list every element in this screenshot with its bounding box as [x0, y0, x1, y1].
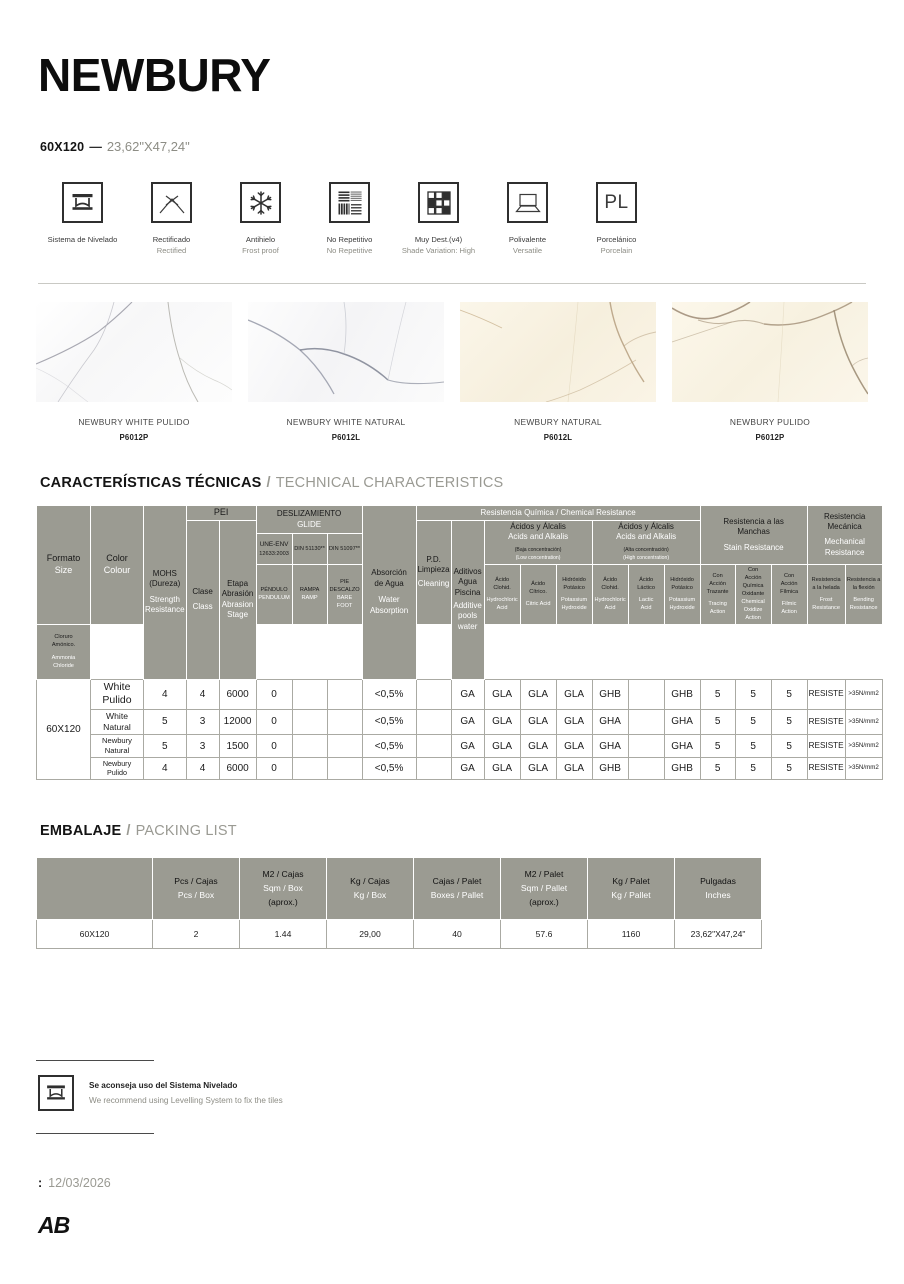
header-ramp: RAMPA RAMP — [292, 564, 327, 624]
swatch-item[interactable] — [460, 302, 656, 445]
header-low-potassium-hydroxide: Hidróxido Potásico Potassium Hydroxide — [556, 564, 592, 624]
note-en: We recommend using Levelling System to fix the tiles — [89, 1096, 283, 1105]
table-row — [37, 757, 883, 779]
cell-frost: RESISTE — [807, 735, 845, 758]
size-line — [40, 139, 190, 154]
cell-cleaning — [416, 679, 451, 709]
cell-pendulum: 0 — [256, 735, 292, 758]
header-stain-resistance: Resistencia a las Manchas Stain Resistance — [700, 506, 807, 565]
swatch-item[interactable] — [36, 302, 232, 445]
note-es: Se aconseja uso del Sistema Nivelado — [89, 1080, 238, 1090]
cell-tracing: 5 — [700, 709, 735, 734]
swatch-caption — [672, 416, 868, 445]
feature-levelling-system — [38, 182, 127, 256]
cell-high-koh: GHA — [664, 709, 700, 734]
swatch-item[interactable] — [248, 302, 444, 445]
feature-shade-variation — [394, 182, 483, 256]
cell-water-absorption: <0,5% — [362, 679, 416, 709]
feature-label: Polivalente Versatile — [508, 235, 547, 255]
header-pei-class: Clase Class — [186, 520, 219, 679]
brand-logo: AB — [38, 1212, 70, 1238]
packing-header-sqm-box: M2 / Cajas Sqm / Box (aprox.) — [240, 858, 327, 920]
packing-cell-format: 60X120 — [37, 919, 153, 948]
divider-above-swatches — [38, 283, 866, 284]
cell-low-citric: GLA — [520, 735, 556, 758]
header-bending-resistance: Resistencia a la flexión Bending Resistance — [845, 564, 882, 624]
cell-high-lactic — [628, 757, 664, 779]
cell-color: White Pulido — [91, 679, 144, 709]
technical-section-heading: CARACTERÍSTICAS TÉCNICAS / TECHNICAL CHARACTERISTICS — [40, 475, 504, 491]
swatch-code: P6012P — [119, 433, 149, 443]
cell-ramp — [292, 679, 327, 709]
header-frost-resistance: Resistencia a la helada Frost Resistance — [807, 564, 845, 624]
header-formato: Formato Size — [37, 506, 91, 625]
feature-label: Antihielo Frost proof — [242, 235, 279, 255]
size-separator: — — [89, 140, 102, 154]
cell-additive-pool: GA — [451, 757, 484, 779]
packing-cell-kg-pallet: 1160 — [588, 919, 675, 948]
table-row — [37, 735, 883, 758]
cell-cleaning — [416, 709, 451, 734]
feature-label: Rectificado Rectified — [152, 235, 191, 255]
porcelain-pl-icon: PL — [596, 182, 637, 223]
date-value: 12/03/2026 — [48, 1176, 111, 1190]
packing-header-boxes-pallet: Cajas / Palet Boxes / Pallet — [414, 858, 501, 920]
cell-low-koh: GLA — [556, 757, 592, 779]
feature-label: Muy Dest.(v4) Shade Variation: High — [401, 235, 476, 255]
header-mohs: MOHS (Dureza) Strength Resistance — [144, 506, 187, 680]
header-high-potassium-hydroxide: Hidróxido Potásico Potassium Hydroxide — [664, 564, 700, 624]
cell-filmic: 5 — [771, 679, 807, 709]
swatch-image — [672, 302, 868, 402]
cell-low-koh: GLA — [556, 679, 592, 709]
shade-variation-v4-icon — [418, 182, 459, 223]
cell-pendulum: 0 — [256, 709, 292, 734]
swatch-name: NEWBURY PULIDO — [729, 417, 811, 427]
cell-additive-pool: GA — [451, 735, 484, 758]
levelling-system-icon — [38, 1075, 74, 1111]
cell-mohs: 5 — [144, 735, 187, 758]
header-cleaning: P.D. Limpieza Cleaning — [416, 520, 451, 624]
cell-water-absorption: <0,5% — [362, 709, 416, 734]
packing-cell-sqm-pallet: 57.6 — [501, 919, 588, 948]
header-bare-foot: PIE DESCALZO BARE FOOT — [327, 564, 362, 624]
cell-ramp — [292, 757, 327, 779]
header-mechanical-resistance: Resistencia Mecánica Mechanical Resistance — [807, 506, 882, 565]
swatch-name: NEWBURY WHITE NATURAL — [286, 417, 406, 427]
cell-low-koh: GLA — [556, 709, 592, 734]
footer-divider-bottom — [36, 1133, 154, 1134]
cell-oxidize: 5 — [735, 709, 771, 734]
technical-characteristics-table — [36, 505, 883, 780]
cell-pendulum: 0 — [256, 679, 292, 709]
header-pei: PEI — [186, 506, 256, 521]
cell-oxidize: 5 — [735, 757, 771, 779]
cell-tracing: 5 — [700, 735, 735, 758]
header-color: Color Colour — [91, 506, 144, 625]
cell-bare-foot — [327, 757, 362, 779]
feature-label: Sistema de Nivelado — [47, 235, 118, 244]
cell-oxidize: 5 — [735, 735, 771, 758]
header-chemical-oxidize-action: Con Acción Química Oxidante Chemical Oxidize Action — [735, 564, 771, 624]
cell-low-citric: GLA — [520, 709, 556, 734]
cell-bare-foot — [327, 735, 362, 758]
header-ammonia-chloride: Cloruro Amónico. Ammonia Chloride — [37, 624, 91, 679]
cell-pei-class: 3 — [186, 735, 219, 758]
header-acids-alkalis-low: Ácidos y Álcalis Acids and Alkalis (Baja concentración) (Low concentration) — [484, 520, 592, 564]
cell-oxidize: 5 — [735, 679, 771, 709]
packing-cell-inches: 23,62"X47,24" — [675, 919, 762, 948]
packing-header-sqm-pallet: M2 / Palet Sqm / Pallet (aprox.) — [501, 858, 588, 920]
table-row — [37, 679, 883, 709]
packing-header-kg-pallet: Kg / Palet Kg / Pallet — [588, 858, 675, 920]
cell-frost: RESISTE — [807, 709, 845, 734]
cell-format: 60X120 — [37, 679, 91, 779]
swatch-caption — [36, 416, 232, 445]
cell-low-hcl: GLA — [484, 735, 520, 758]
cell-frost: RESISTE — [807, 757, 845, 779]
footer-divider-top — [36, 1060, 154, 1061]
swatch-caption — [248, 416, 444, 445]
versatile-wall-floor-icon — [507, 182, 548, 223]
header-high-hydrochloric-acid: Ácido Clohid. Hydrochloric Acid — [592, 564, 628, 624]
swatch-code: P6012L — [331, 433, 361, 443]
header-low-citric-acid: Ácido Cítrico. Citric Acid — [520, 564, 556, 624]
packing-section-heading: EMBALAJE / PACKING LIST — [40, 823, 237, 839]
cell-color: White Natural — [91, 709, 144, 734]
cell-pei-class: 4 — [186, 679, 219, 709]
header-tracing-action: Con Acción Trazante Tracing Action — [700, 564, 735, 624]
cell-tracing: 5 — [700, 757, 735, 779]
header-chemical-resistance: Resistencia Química / Chemical Resistance — [416, 506, 700, 521]
cell-bare-foot — [327, 709, 362, 734]
cell-abrasion-stage: 6000 — [219, 679, 256, 709]
feature-rectified — [127, 182, 216, 256]
swatch-image — [36, 302, 232, 402]
header-additive-pool-water: Aditivos Agua Piscina Additive pools water — [451, 520, 484, 679]
cell-tracing: 5 — [700, 679, 735, 709]
cell-filmic: 5 — [771, 735, 807, 758]
swatch-code: P6012P — [755, 433, 785, 443]
cell-water-absorption: <0,5% — [362, 735, 416, 758]
cell-mohs: 4 — [144, 679, 187, 709]
cell-pendulum: 0 — [256, 757, 292, 779]
cell-ramp — [292, 735, 327, 758]
size-imperial: 23,62"X47,24" — [106, 139, 190, 154]
page-title: NEWBURY — [38, 49, 271, 101]
feature-porcelain — [572, 182, 661, 256]
levelling-system-icon — [62, 182, 103, 223]
header-abrasion-stage: Etapa Abrasión Abrasion Stage — [219, 520, 256, 679]
levelling-system-note — [38, 1075, 283, 1111]
swatch-caption — [460, 416, 656, 445]
product-swatch-gallery — [36, 302, 868, 445]
cell-high-koh: GHB — [664, 757, 700, 779]
cell-bending: >35N/mm2 — [845, 709, 882, 734]
cell-color: Newbury Pulido — [91, 757, 144, 779]
header-glide: DESLIZAMIENTO GLIDE — [256, 506, 362, 534]
cell-ramp — [292, 709, 327, 734]
header-din-51097: DIN 51097** — [327, 534, 362, 564]
swatch-image — [248, 302, 444, 402]
cell-filmic: 5 — [771, 757, 807, 779]
feature-no-repetitive — [305, 182, 394, 256]
table-header-row — [37, 506, 883, 521]
levelling-note-text — [89, 1078, 283, 1108]
cell-low-hcl: GLA — [484, 679, 520, 709]
cell-abrasion-stage: 1500 — [219, 735, 256, 758]
cell-high-lactic — [628, 735, 664, 758]
packing-header-kg-box: Kg / Cajas Kg / Box — [327, 858, 414, 920]
cell-low-citric: GLA — [520, 679, 556, 709]
cell-cleaning — [416, 757, 451, 779]
date-colon: : — [38, 1176, 43, 1190]
cell-mohs: 5 — [144, 709, 187, 734]
cell-color: Newbury Natural — [91, 735, 144, 758]
cell-high-lactic — [628, 709, 664, 734]
table-row — [37, 709, 883, 734]
cell-low-hcl: GLA — [484, 757, 520, 779]
header-pendulum: PÉNDULO PENDULUM — [256, 564, 292, 624]
feature-label: Porcelánico Porcelain — [596, 235, 637, 255]
cell-high-lactic — [628, 679, 664, 709]
cell-high-hcl: GHA — [592, 735, 628, 758]
header-low-hydrochloric-acid: Ácido Clohid. Hydrochloric Acid — [484, 564, 520, 624]
packing-header-pcs-box: Pcs / Cajas Pcs / Box — [153, 858, 240, 920]
packing-cell-boxes-pallet: 40 — [414, 919, 501, 948]
packing-header-blank — [37, 858, 153, 920]
packing-cell-sqm-box: 1.44 — [240, 919, 327, 948]
cell-high-koh: GHA — [664, 735, 700, 758]
cell-bending: >35N/mm2 — [845, 679, 882, 709]
cell-additive-pool: GA — [451, 679, 484, 709]
cell-pei-class: 3 — [186, 709, 219, 734]
rectified-icon — [151, 182, 192, 223]
feature-frost-proof — [216, 182, 305, 256]
header-high-lactic-acid: Ácido Láctico Lactic Acid — [628, 564, 664, 624]
cell-bare-foot — [327, 679, 362, 709]
cell-high-hcl: GHB — [592, 757, 628, 779]
swatch-name: NEWBURY NATURAL — [514, 417, 602, 427]
cell-abrasion-stage: 12000 — [219, 709, 256, 734]
feature-versatile — [483, 182, 572, 256]
cell-frost: RESISTE — [807, 679, 845, 709]
cell-mohs: 4 — [144, 757, 187, 779]
cell-low-citric: GLA — [520, 757, 556, 779]
snowflake-frost-proof-icon — [240, 182, 281, 223]
swatch-image — [460, 302, 656, 402]
cell-additive-pool: GA — [451, 709, 484, 734]
swatch-code: P6012L — [543, 433, 573, 443]
cell-bending: >35N/mm2 — [845, 757, 882, 779]
date-line — [38, 1176, 111, 1190]
cell-high-koh: GHB — [664, 679, 700, 709]
header-acids-alkalis-high: Ácidos y Álcalis Acids and Alkalis (Alta concentración) (High concentration) — [592, 520, 700, 564]
feature-icon-strip — [38, 182, 868, 256]
packing-header-inches: Pulgadas Inches — [675, 858, 762, 920]
cell-filmic: 5 — [771, 709, 807, 734]
cell-low-koh: GLA — [556, 735, 592, 758]
header-une-env: UNE-ENV 12633:2003 — [256, 534, 292, 564]
packing-cell-kg-box: 29,00 — [327, 919, 414, 948]
packing-list-table — [36, 857, 762, 949]
size-metric: 60X120 — [40, 140, 85, 154]
cell-high-hcl: GHB — [592, 679, 628, 709]
packing-cell-pcs-box: 2 — [153, 919, 240, 948]
feature-label: No Repetitivo No Repetitive — [326, 235, 373, 255]
header-din-51130: DIN 51130** — [292, 534, 327, 564]
header-filmic-action: Con Acción Fílmica Filmic Action — [771, 564, 807, 624]
cell-water-absorption: <0,5% — [362, 757, 416, 779]
swatch-name: NEWBURY WHITE PULIDO — [78, 417, 190, 427]
swatch-item[interactable] — [672, 302, 868, 445]
cell-abrasion-stage: 6000 — [219, 757, 256, 779]
cell-cleaning — [416, 735, 451, 758]
cell-pei-class: 4 — [186, 757, 219, 779]
header-water-absorption: Absorción de Agua Water Absorption — [362, 506, 416, 680]
no-repetitive-pattern-icon — [329, 182, 370, 223]
table-header-row — [37, 858, 762, 920]
cell-low-hcl: GLA — [484, 709, 520, 734]
cell-high-hcl: GHA — [592, 709, 628, 734]
table-row — [37, 919, 762, 948]
cell-bending: >35N/mm2 — [845, 735, 882, 758]
